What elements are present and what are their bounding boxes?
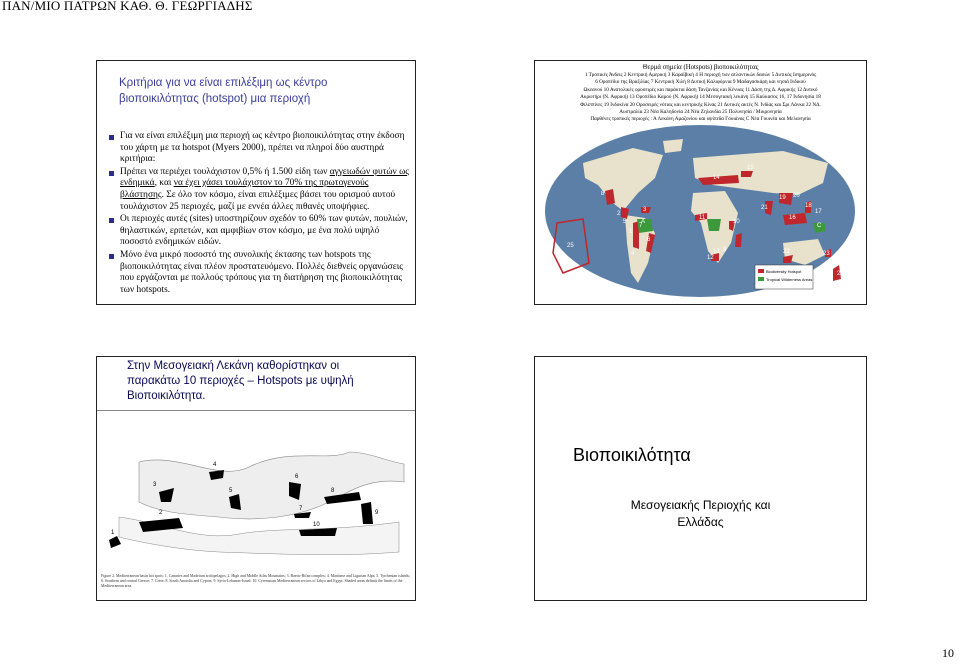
slide-title: Βιοποικιλότητα: [573, 445, 691, 465]
hotspot: [735, 233, 742, 247]
list-item: Μόνο ένα μικρό ποσοστό της συνολικής έκτασης των hotspots της βιοποικιλότητας είναι πλέον προστατευόμενο. Πολλές διεθνείς οργανώσεις που εργάζονται με πολλούς τρόπους για τη διατήρηση της βιοποικιλότητας των hotspots.: [107, 250, 412, 296]
bullet-list: [107, 131, 412, 297]
map-label: 18: [805, 203, 812, 209]
svg-text:Tropical Wilderness Areas: Tropical Wilderness Areas: [766, 277, 813, 282]
document-header: ΠΑΝ/ΜΙΟ ΠΑΤΡΩΝ ΚΑΘ. Θ. ΓΕΩΡΓΙΑΔΗΣ: [2, 0, 253, 13]
map-label: 6: [647, 237, 651, 243]
map-label: 17: [815, 209, 822, 215]
slide-biodiversity-title: [534, 356, 867, 601]
hotspot-region: [361, 502, 373, 524]
figure-caption: Figure 2. Mediterranean basin hot spots: 1. Canaries and Madeiran archipelagos; 2. High and Middle Atlas Mountains; 3. Baetic-Rifan complex; 4. Maritime and Ligurian Alps; 5. Tyrrhenian islands; 6. Southern and central Greece; 7. Crete; 8. South Anatolia and Cyprus; 9. Syria-Lebanon-Israel; 10. Cyrenaican Mediterranean sectors of Libya and Egypt. Shaded areas delimit the limits of the Mediterranean area.: [101, 574, 411, 588]
map-label: 9: [375, 510, 379, 516]
map-label: 3: [643, 207, 647, 213]
list-item: Πρέπει να περιέχει τουλάχιστον 0,5% ή 1.500 είδη των αγγειωδών φυτών ως ενδημικά, και να έχει χάσει τουλάχιστον το 70% της πρωτογενούς βλάστησης. Σε όλο τον κόσμο, είναι επιλέξιμες βάσει του ορισμού αυτού τουλάχιστον 25 περιοχές, μαζί με εννέα άλλες πιθανές υποψήφιες.: [107, 167, 412, 213]
map-label: 21: [761, 205, 768, 211]
divider: [97, 410, 415, 411]
map-label: 1: [629, 229, 633, 235]
map-label: 5: [623, 219, 627, 225]
map-label: 10: [313, 522, 320, 528]
list-item: Οι περιοχές αυτές (sites) υποστηρίζουν σχεδόν το 60% των φυτών, πουλιών, θηλαστικών, ερπετών, και αμφιβίων στον κόσμο, με ένα πολύ υψηλό ποσοστό ενδημικών ειδών.: [107, 214, 412, 249]
map-label: 16: [789, 215, 796, 221]
slide-title: Θερμά σημεία (Hotspots) βιοποικιλότητας: [642, 64, 759, 71]
map-label: 9: [723, 247, 727, 253]
map-label: 6: [295, 474, 299, 480]
map-label: 12: [707, 255, 714, 261]
map-label: 23: [823, 251, 830, 257]
map-label: 2: [159, 510, 163, 516]
slide-world-hotspots: [534, 60, 867, 305]
slide-title: Στην Μεσογειακή Λεκάνη καθορίστηκαν οι παρακάτω 10 περιοχές – Hotspots με υψηλή Βιοποικιλότητα.: [127, 360, 354, 402]
slide-title: Κριτήρια για να είναι επιλέξιμη ως κέντρο βιοποικιλότητας (hotspot) μια περιοχή: [119, 77, 328, 105]
map-label: 2: [617, 211, 621, 217]
hotspot: [741, 171, 753, 177]
map-label: 10: [733, 219, 740, 225]
map-label: 3: [153, 482, 157, 488]
map-label: 24: [837, 271, 844, 277]
map-label: 1: [111, 530, 115, 536]
greenland: [663, 139, 683, 153]
slide-hotspot-criteria: [96, 60, 416, 305]
svg-text:Biodiversity Hotspot: Biodiversity Hotspot: [766, 269, 802, 274]
map-label: 14: [713, 175, 720, 181]
map-label: 4: [631, 251, 635, 257]
map-label: 11: [699, 215, 706, 221]
map-label: 19: [779, 195, 786, 201]
map-label: 5: [229, 488, 233, 494]
map-label: 22: [783, 249, 790, 255]
wilderness: [707, 219, 721, 231]
map-label: A: [641, 219, 646, 225]
map-label: 7: [639, 223, 643, 229]
hotspot-legend-text: Θερμά σημεία (Hotspots) βιοποικιλότητας 1 Τροπικές Άνδεις 2 Κεντρική Αμερική 3 Καραϊβική 4 Η περιοχή των ατλαντικών δασών 5 Δυτικός Ισημερινός 6 Οροπέδιο της Βραζιλίας 7 Κεντρική Χιλή 8 Δυτική Καλιφόρνια 9 Μαδαγασκάρη και νησιά Ινδικού Ωκεανού 10 Ανατολικές οροσειρές και παράκτια δάση Τανζανίας και Κένυας 11 Δάση της Δ. Αφρικής 12 Δυτικό Ακρωτήρι (Ν. Αφρική) 13 Οροπέδιο Καρού (Ν. Αφρική) 14 Μεσογειακή λεκάνη 15 Καύκασος 16, 17 Ινδονησία 18 Φιλιππίνες 19 Ινδοκίνα 20 Οροσειρές νότιας και κεντρικής Κίνας 21 Δυτικές ακτές Ν. Ινδίας και Σρι Λάνκα 22 ΝΔ. Αυστραλία 23 Νέα Καληδονία 24 Νέα Ζηλανδία 25 Πολυνησία / Μικρονησία Παρθένες τροπικές περιοχές : Α Λεκάνη Αμαζονίου και υψίπεδα Γουιάνας C Νέα Γουινέα και Μελανησία: [539, 64, 862, 124]
map-label: 8: [331, 488, 335, 494]
slide-subtitle: Μεσογειακής Περιοχής και Ελλάδας: [630, 498, 771, 529]
slide-mediterranean-hotspots: [96, 356, 416, 601]
map-label: 25: [567, 243, 574, 249]
map-label: 4: [213, 462, 217, 468]
page-number: 10: [942, 646, 954, 660]
map-label: 20: [793, 193, 800, 199]
map-label: 15: [747, 165, 754, 171]
mediterranean-map: [99, 422, 413, 572]
map-label: 13: [713, 249, 720, 255]
list-item: Για να είναι επιλέξιμη μια περιοχή ως κέντρο βιοποικιλότητας στην έκδοση του χάρτη με τα hotspot (Myers 2000), πρέπει να πληροί δύο αυστηρά κριτήρια:: [107, 131, 412, 166]
map-label: 8: [601, 191, 605, 197]
map-label: C: [817, 223, 822, 229]
world-hotspot-map: [543, 123, 858, 299]
map-label: 7: [299, 506, 303, 512]
